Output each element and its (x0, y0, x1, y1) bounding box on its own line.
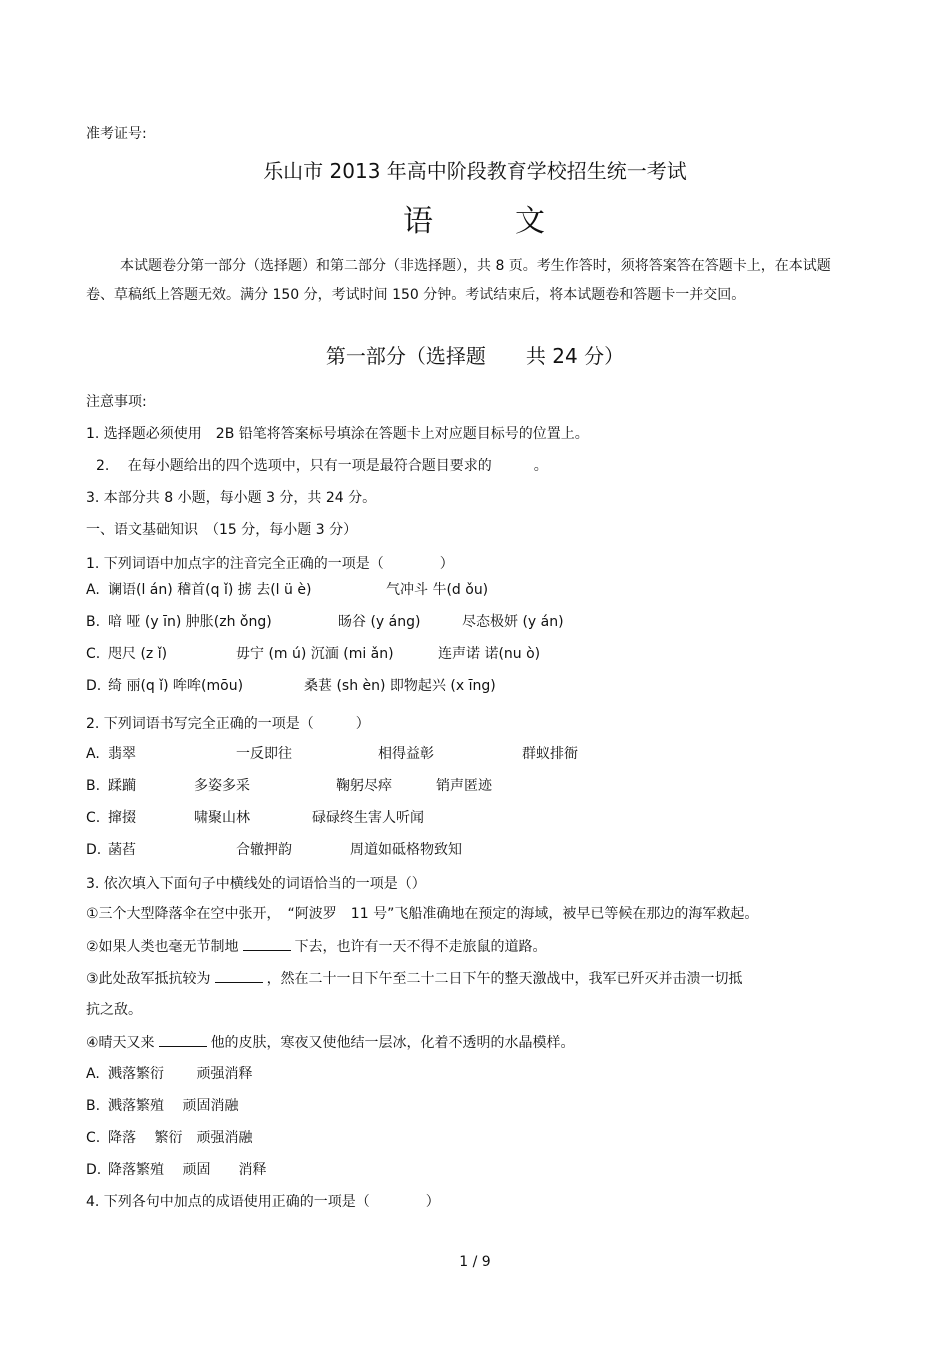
option-label: A. (86, 582, 100, 598)
option-label: C. (86, 1130, 101, 1146)
option-item: 周道如砥格物致知 (350, 842, 462, 858)
q2-option-a (86, 744, 578, 764)
option-item: 蹂躏 (108, 778, 136, 794)
notes-title: 注意事项: (86, 394, 147, 410)
subject-char-1: 语 (403, 204, 435, 239)
option-label: D. (86, 678, 102, 694)
q2-option-d (86, 840, 462, 860)
q3-option-a (86, 1064, 252, 1084)
q3-sentence-3-cont: 抗之敌。 (86, 1002, 142, 1018)
blank-line (243, 936, 291, 951)
option-label: A. (86, 1066, 100, 1082)
note-3: 3. 本部分共 8 小题，每小题 3 分，共 24 分。 (86, 490, 377, 506)
sentence-text: ，然在二十一日下午至二十二日下午的整天激战中，我军已歼灭并击溃一切抵 (266, 971, 743, 987)
option-item: 旸谷 (y áng) (338, 614, 421, 630)
option-item: 撺掇 (108, 810, 136, 826)
option-item: 谰语(l án) 稽首(q ǐ) 掳 去(l ü è) (108, 582, 312, 598)
blank-line (159, 1032, 207, 1047)
option-text: 溅落繁殖 顽固消融 (108, 1098, 239, 1114)
option-item: 尽态极妍 (y án) (462, 614, 564, 630)
option-label: D. (86, 1162, 102, 1178)
page-number: 1 / 9 (459, 1254, 491, 1270)
q1-option-b (86, 612, 564, 632)
option-label: B. (86, 778, 101, 794)
q3-option-c (86, 1128, 252, 1148)
option-item: 合辙押韵 (236, 842, 292, 858)
option-item: 连声诺 诺(nu ò) (438, 646, 541, 662)
sentence-text: ④晴天又来 (86, 1035, 155, 1051)
option-item: 啸聚山林 (194, 810, 250, 826)
option-item: 喑 哑 (y īn) 肿胀(zh ǒng) (108, 614, 272, 630)
q2-option-c (86, 808, 424, 828)
option-label: D. (86, 842, 102, 858)
option-item: 咫尺 (z ǐ) (108, 646, 168, 662)
option-label: C. (86, 810, 101, 826)
q1-option-c (86, 644, 540, 664)
option-item: 鞠躬尽瘁 (336, 778, 392, 794)
q4-stem: 4. 下列各句中加点的成语使用正确的一项是（ ） (86, 1194, 440, 1210)
note-2: 2. 在每小题给出的四个选项中，只有一项是最符合题目要求的 。 (96, 458, 548, 474)
sentence-text: 他的皮肤，寒夜又使他结一层冰，化着不透明的水晶模样。 (210, 1035, 575, 1051)
q3-option-d (86, 1160, 266, 1180)
option-item: 桑葚 (sh èn) 即物起兴 (x īng) (304, 678, 496, 694)
option-item: 毋宁 (m ú) 沉湎 (mi ǎn) (236, 646, 394, 662)
subject-title (0, 203, 950, 241)
note-1: 1. 选择题必须使用 2B 铅笔将答案标号填涂在答题卡上对应题目标号的位置上。 (86, 426, 589, 442)
q2-option-b (86, 776, 492, 796)
option-text: 降落 繁衍 顽强消融 (108, 1130, 253, 1146)
option-text: 溅落繁衍 顽强消释 (108, 1066, 253, 1082)
option-item: 相得益彰 (378, 746, 434, 762)
option-item: 菡萏 (108, 842, 136, 858)
option-label: B. (86, 1098, 101, 1114)
option-item: 绮 丽(q ǐ) 哞哞(mōu) (108, 678, 244, 694)
option-text: 降落繁殖 顽固 消释 (108, 1162, 267, 1178)
option-label: B. (86, 614, 101, 630)
exam-id-label: 准考证号: (86, 126, 147, 142)
q1-stem: 1. 下列词语中加点字的注音完全正确的一项是（ ） (86, 556, 454, 572)
part1-title: 第一部分（选择题 共 24 分） (325, 344, 625, 368)
sentence-text: ③此处敌军抵抗较为 (86, 971, 211, 987)
sentence-text: ②如果人类也毫无节制地 (86, 939, 239, 955)
option-item: 翡翠 (108, 746, 136, 762)
sentence-text: 下去，也许有一天不得不走旅鼠的道路。 (294, 939, 547, 955)
q3-option-b (86, 1096, 238, 1116)
q2-stem: 2. 下列词语书写完全正确的一项是（ ） (86, 716, 370, 732)
q3-stem: 3. 依次填入下面句子中横线处的词语恰当的一项是（） (86, 876, 426, 892)
section-1-heading: 一、语文基础知识 （15 分，每小题 3 分） (86, 522, 358, 538)
option-item: 一反即往 (236, 746, 292, 762)
option-label: A. (86, 746, 100, 762)
intro-paragraph: 本试题卷分第一部分（选择题）和第二部分（非选择题），共 8 页。考生作答时，须将答案答在答题卡上，在本试题卷、草稿纸上答题无效。满分 150 分，考试时间 150 分钟。考试结束后，将本试题卷和答题卡一并交回。 (86, 258, 831, 303)
q1-option-d (86, 676, 496, 696)
q3-sentence-4 (86, 1032, 575, 1053)
subject-char-2: 文 (515, 204, 547, 239)
q3-sentence-1: ①三个大型降落伞在空中张开， “阿波罗 11 号”飞船准确地在预定的海域，被早已等候在那边的海军救起。 (86, 906, 759, 922)
q3-sentence-3 (86, 968, 743, 989)
q1-option-a (86, 580, 488, 600)
exam-title: 乐山市 2013 年高中阶段教育学校招生统一考试 (263, 159, 687, 183)
option-item: 气冲斗 牛(d ǒu) (386, 582, 489, 598)
option-item: 碌碌终生害人听闻 (312, 810, 424, 826)
option-label: C. (86, 646, 101, 662)
option-item: 销声匿迹 (436, 778, 492, 794)
blank-line (215, 968, 263, 983)
option-item: 群蚁排衙 (522, 746, 578, 762)
option-item: 多姿多采 (194, 778, 250, 794)
q3-sentence-2 (86, 936, 547, 957)
